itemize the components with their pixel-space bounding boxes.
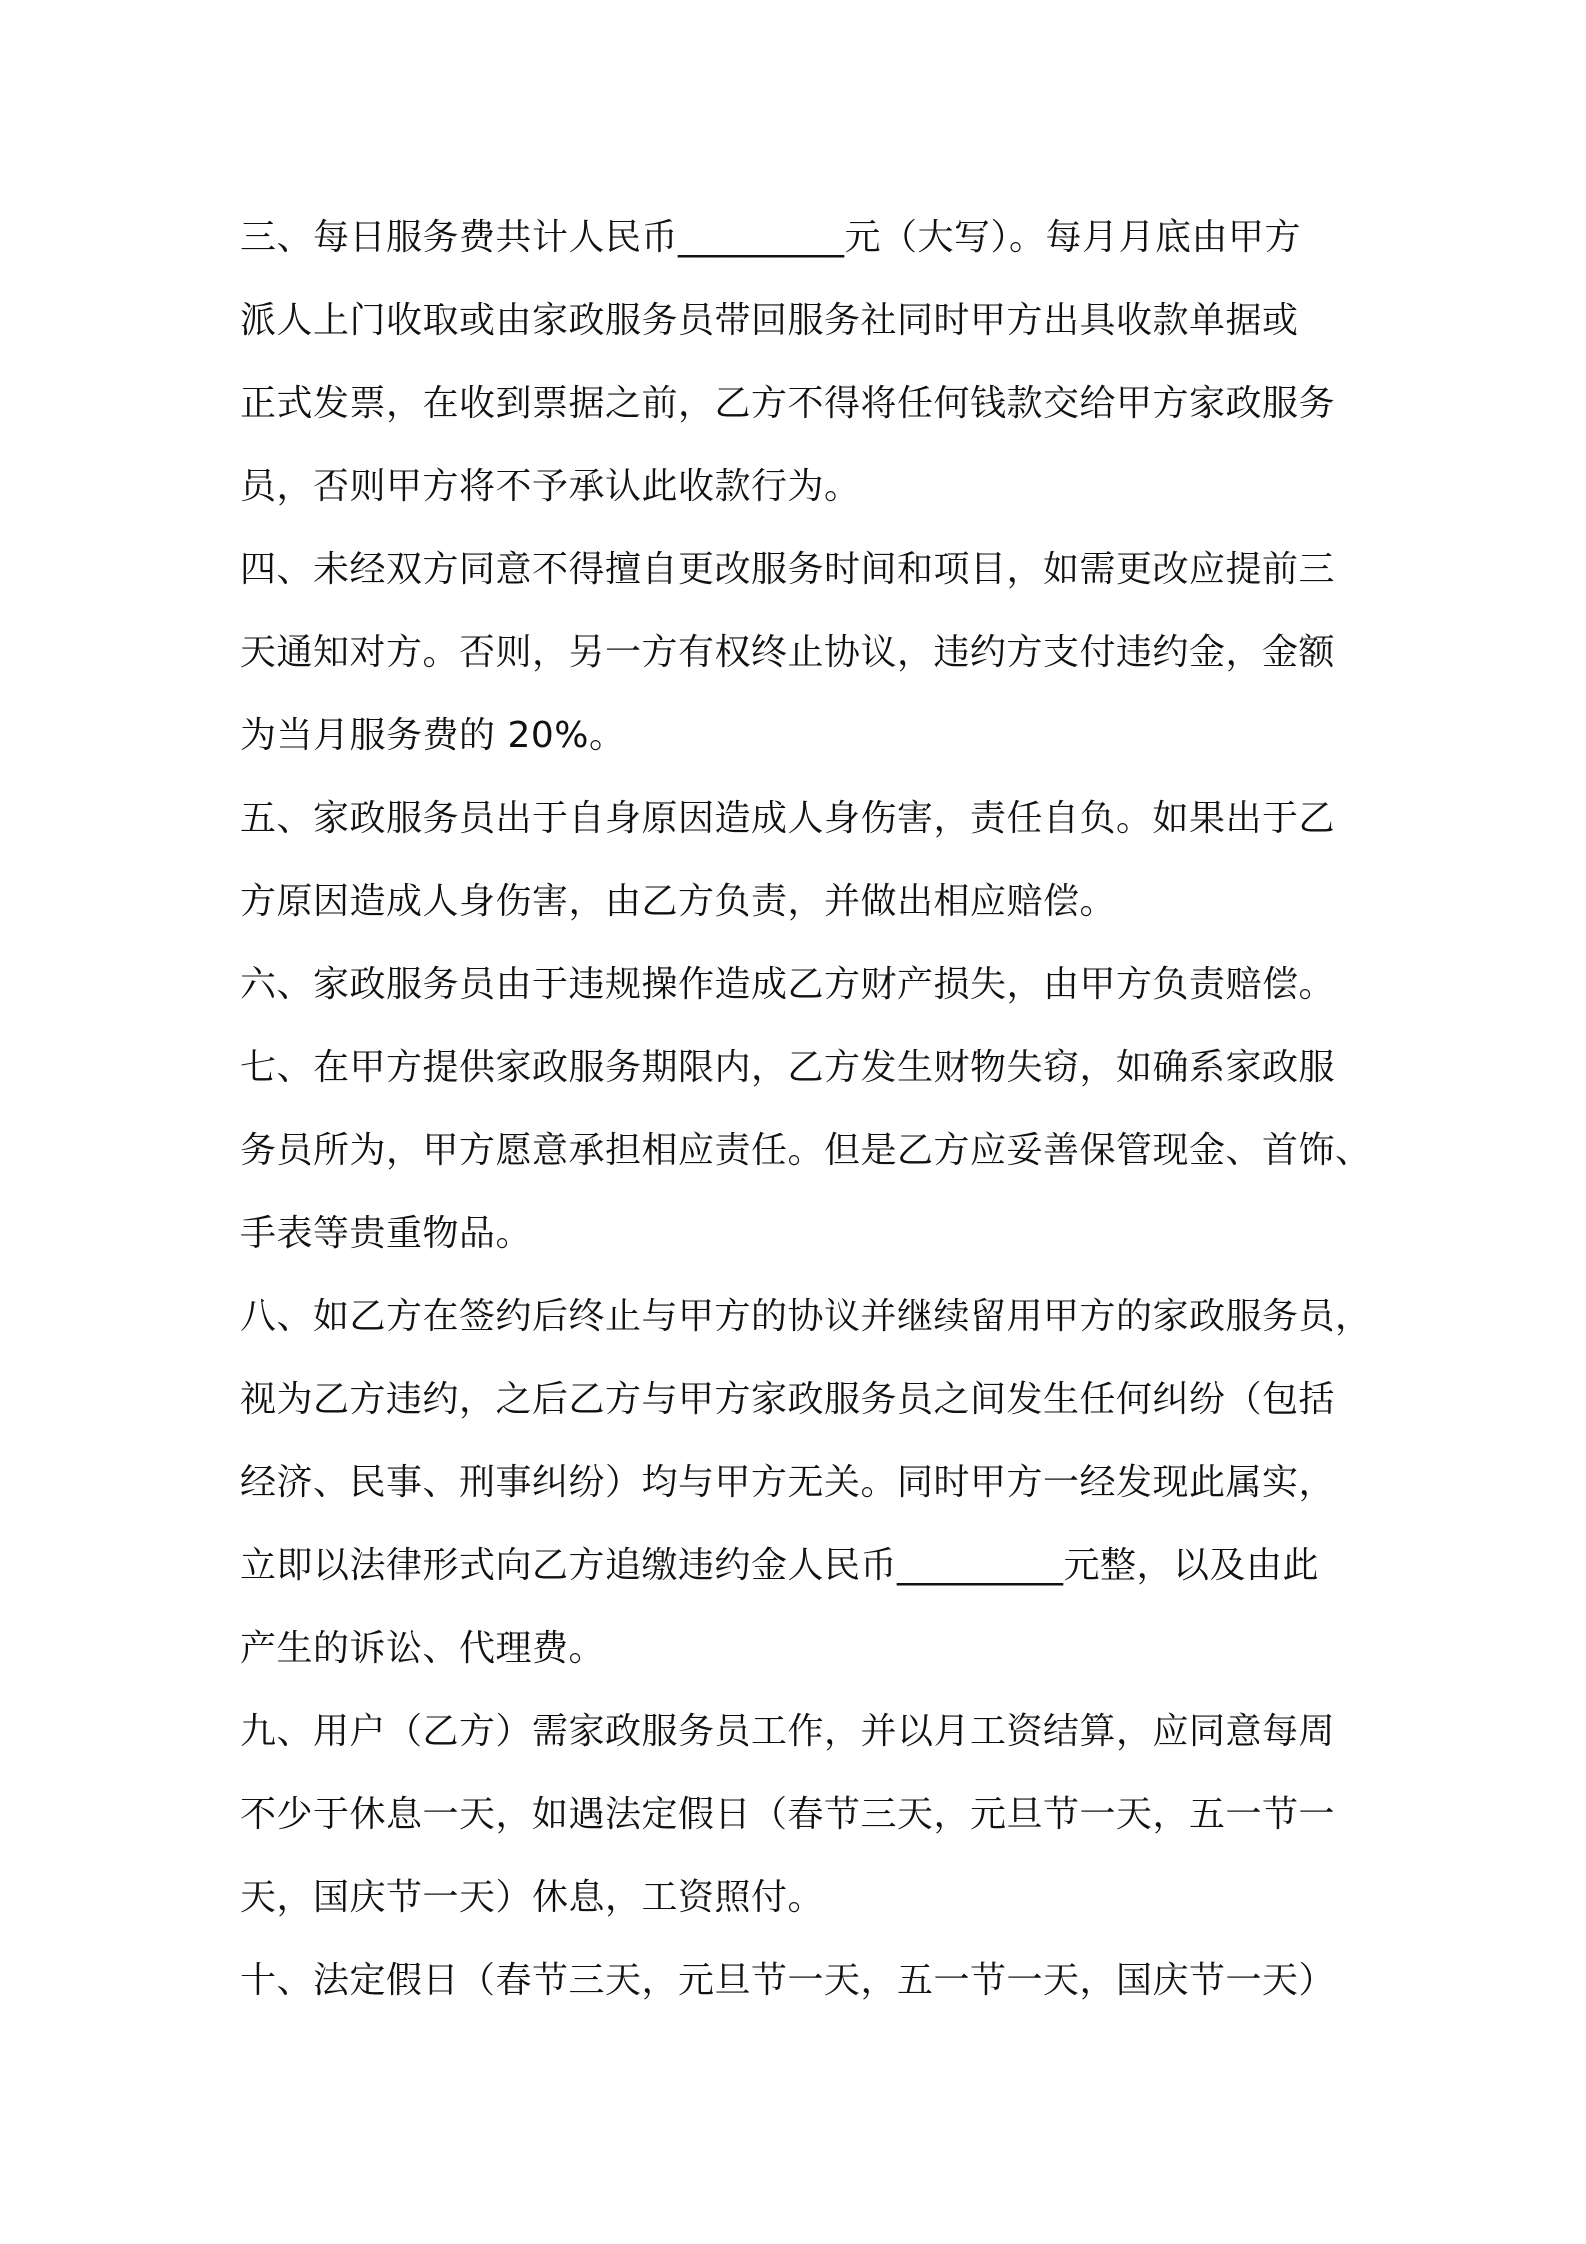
text-line: 六、家政服务员由于违规操作造成乙方财产损失，由甲方负责赔偿。 — [240, 964, 1336, 1005]
text-line: 不少于休息一天，如遇法定假日（春节三天，元旦节一天，五一节一 — [240, 1794, 1336, 1835]
text-line: 手表等贵重物品。 — [240, 1213, 533, 1254]
text-line: 天通知对方。否则，另一方有权终止协议，违约方支付违约金，金额 — [240, 632, 1336, 673]
text-line: 九、用户（乙方）需家政服务员工作，并以月工资结算，应同意每周 — [240, 1711, 1336, 1752]
text-line: 员，否则甲方将不予承认此收款行为。 — [240, 466, 861, 507]
text-line: 方原因造成人身伤害，由乙方负责，并做出相应赔偿。 — [240, 881, 1117, 922]
text-line: 正式发票，在收到票据之前，乙方不得将任何钱款交给甲方家政服务 — [240, 383, 1336, 424]
text-line: 十、法定假日（春节三天，元旦节一天，五一节一天，国庆节一天） — [240, 1960, 1336, 2001]
contract-body — [240, 196, 1370, 2022]
text-line: 七、在甲方提供家政服务期限内，乙方发生财物失窃，如确系家政服 — [240, 1047, 1336, 1088]
text-line: 立即以法律形式向乙方追缴违约金人民币_________元整，以及由此 — [240, 1545, 1320, 1586]
text-line: 天，国庆节一天）休息，工资照付。 — [240, 1877, 825, 1918]
text-line: 务员所为，甲方愿意承担相应责任。但是乙方应妥善保管现金、首饰、 — [240, 1130, 1372, 1171]
text-line: 八、如乙方在签约后终止与甲方的协议并继续留用甲方的家政服务员， — [240, 1296, 1372, 1337]
text-line: 派人上门收取或由家政服务员带回服务社同时甲方出具收款单据或 — [240, 300, 1299, 341]
text-line: 为当月服务费的 20%。 — [240, 715, 626, 756]
text-line: 产生的诉讼、代理费。 — [240, 1628, 606, 1669]
text-line: 五、家政服务员出于自身原因造成人身伤害，责任自负。如果出于乙 — [240, 798, 1336, 839]
text-line: 视为乙方违约，之后乙方与甲方家政服务员之间发生任何纠纷（包括 — [240, 1379, 1336, 1420]
text-line: 经济、民事、刑事纠纷）均与甲方无关。同时甲方一经发现此属实， — [240, 1462, 1336, 1503]
text-line: 三、每日服务费共计人民币_________元（大写）。每月月底由甲方 — [240, 217, 1302, 258]
text-line: 四、未经双方同意不得擅自更改服务时间和项目，如需更改应提前三 — [240, 549, 1336, 590]
